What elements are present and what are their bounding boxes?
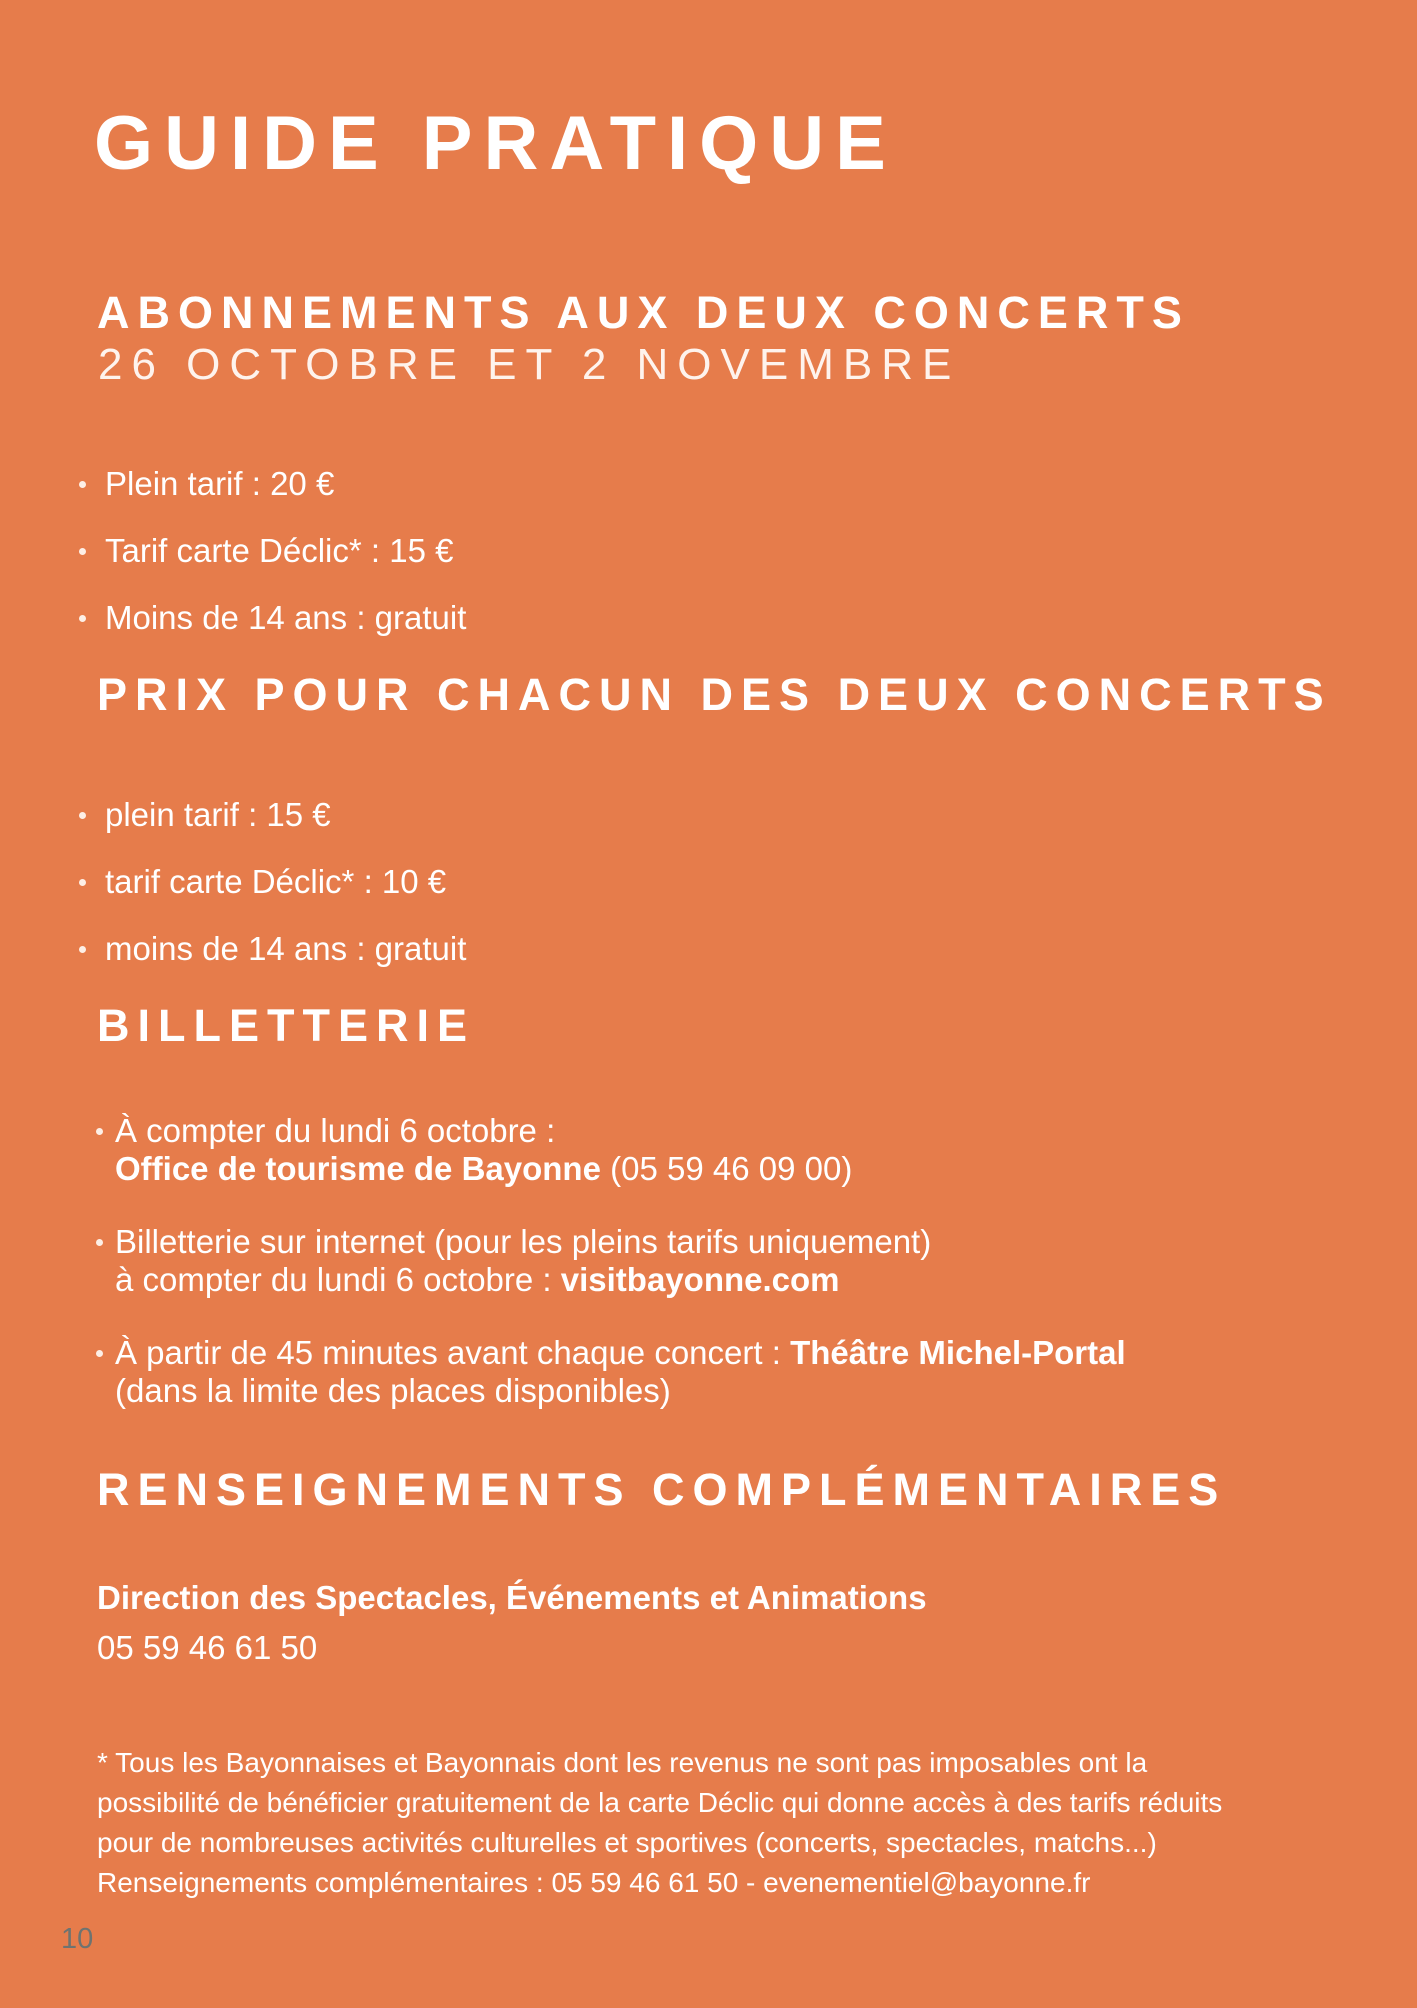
list-item-text: Billetterie sur internet (pour les pleins tarifs uniquement): [115, 1223, 932, 1260]
list-item-line: [115, 1372, 1126, 1410]
list-item-text: moins de 14 ans : gratuit: [105, 930, 467, 967]
list-item-text: (dans la limite des places disponibles): [115, 1372, 671, 1409]
bullet-icon: [79, 548, 86, 555]
list-item-text: Plein tarif : 20 €: [105, 465, 335, 502]
list-item-text: Tarif carte Déclic* : 15 €: [105, 532, 454, 569]
footnote-line: pour de nombreuses activités culturelles et sportives (concerts, spectacles, matchs...): [97, 1827, 1157, 1858]
contact-phone: 05 59 46 61 50: [97, 1629, 318, 1666]
office-tourisme-label: Office de tourisme de Bayonne: [115, 1150, 601, 1187]
page-title: GUIDE PRATIQUE: [94, 101, 897, 186]
bullet-icon: [96, 1239, 103, 1246]
list-item-text: à compter du lundi 6 octobre :: [115, 1261, 561, 1298]
list-item: [97, 517, 466, 584]
bullet-icon: [79, 812, 86, 819]
list-item: [97, 584, 466, 651]
bullet-icon: [79, 481, 86, 488]
footnote-line: * Tous les Bayonnaises et Bayonnais dont les revenus ne sont pas imposables ont la: [97, 1747, 1148, 1778]
contact-block: [97, 1573, 927, 1673]
list-item: [97, 1112, 1126, 1188]
bullet-icon: [79, 946, 86, 953]
abonnements-price-list: [97, 450, 466, 651]
section-heading-abonnements: ABONNEMENTS AUX DEUX CONCERTS: [97, 287, 1190, 338]
section-heading-prix: PRIX POUR CHACUN DES DEUX CONCERTS: [97, 669, 1332, 720]
bullet-icon: [96, 1350, 103, 1357]
list-item: [97, 915, 466, 982]
contact-name: Direction des Spectacles, Événements et Animations: [97, 1579, 927, 1616]
list-item-text: plein tarif : 15 €: [105, 796, 331, 833]
list-item-line: [115, 1112, 1126, 1150]
list-item: [97, 1223, 1126, 1299]
list-item-line: [115, 1223, 1126, 1261]
footnote: [97, 1743, 1222, 1903]
venue-name: Théâtre Michel-Portal: [790, 1334, 1126, 1371]
prix-price-list: [97, 781, 466, 982]
page-number: 10: [61, 1923, 94, 1955]
list-item-text: tarif carte Déclic* : 10 €: [105, 863, 447, 900]
list-item-line: [115, 1261, 1126, 1299]
list-item-text: Moins de 14 ans : gratuit: [105, 599, 467, 636]
list-item-text: À partir de 45 minutes avant chaque concert :: [115, 1334, 791, 1371]
section-subheading-dates: 26 OCTOBRE ET 2 NOVEMBRE: [98, 340, 961, 389]
website-url: visitbayonne.com: [560, 1261, 840, 1298]
list-item-line: [115, 1334, 1126, 1372]
billetterie-info-list: [97, 1112, 1126, 1445]
list-item-line: [115, 1150, 1126, 1188]
list-item: [97, 848, 466, 915]
list-item: [97, 781, 466, 848]
footnote-line: possibilité de bénéficier gratuitement de la carte Déclic qui donne accès à des tarifs réduits: [97, 1787, 1223, 1818]
list-item: [97, 450, 466, 517]
list-item-text: À compter du lundi 6 octobre :: [115, 1112, 556, 1149]
phone-number: (05 59 46 09 00): [600, 1150, 853, 1187]
list-item: [97, 1334, 1126, 1410]
footnote-line: Renseignements complémentaires : 05 59 46 61 50 - evenementiel@bayonne.fr: [97, 1867, 1091, 1898]
section-heading-renseignements: RENSEIGNEMENTS COMPLÉMENTAIRES: [97, 1464, 1227, 1515]
bullet-icon: [96, 1128, 103, 1135]
bullet-icon: [79, 879, 86, 886]
bullet-icon: [79, 615, 86, 622]
section-heading-billetterie: BILLETTERIE: [97, 1000, 475, 1051]
